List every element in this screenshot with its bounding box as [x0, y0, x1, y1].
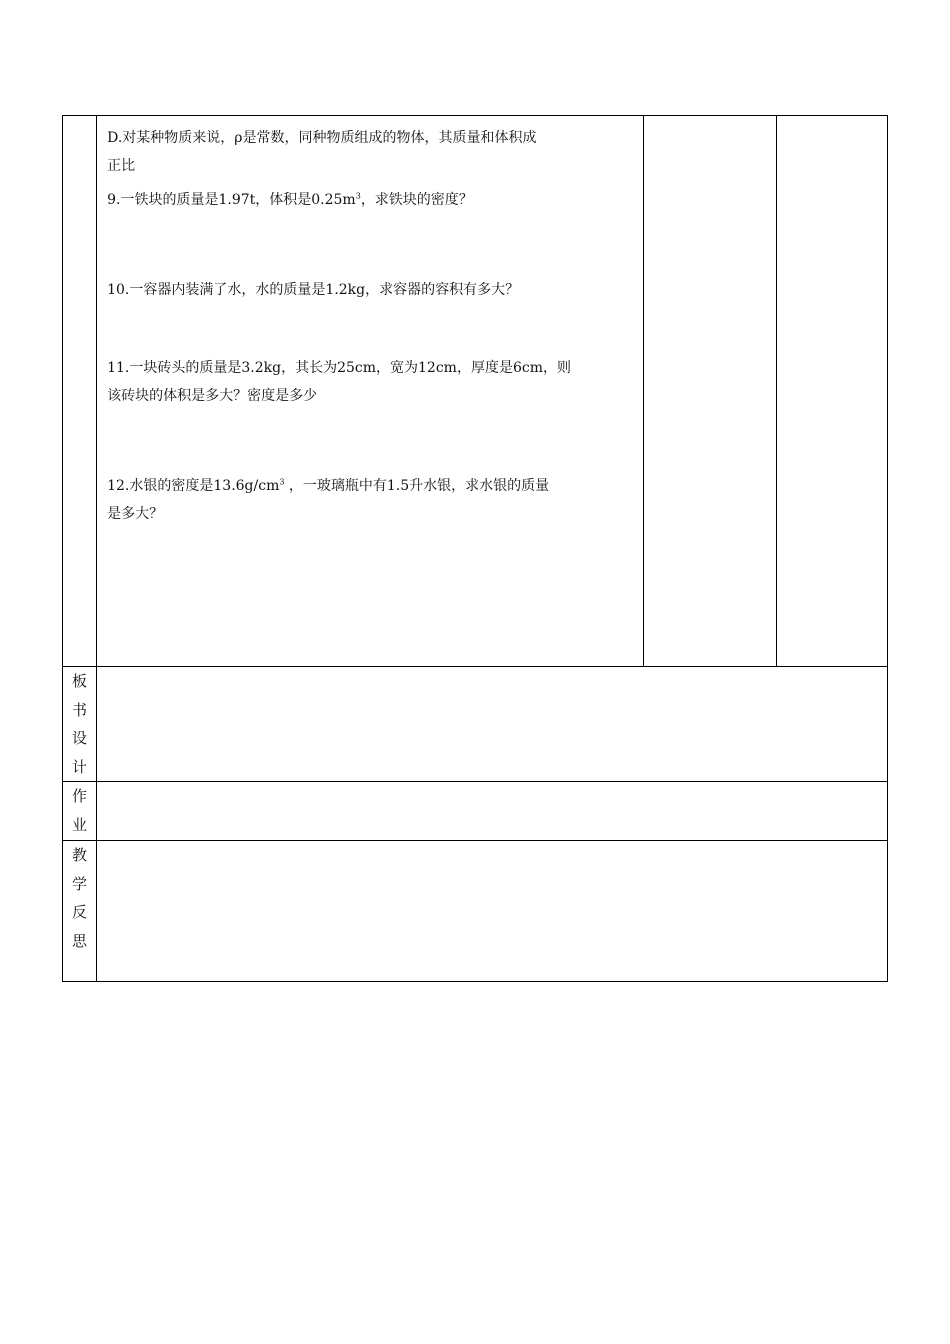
question-9: 9.一铁块的质量是1.97t，体积是$0.25m^3$，求铁块的密度？ — [107, 191, 473, 208]
board-design-label: 板 书 设 计 — [63, 667, 97, 782]
lesson-plan-table — [62, 115, 888, 982]
board-design-row — [63, 667, 888, 782]
homework-row — [63, 782, 888, 841]
reflection-cell — [97, 841, 888, 982]
exercise-row — [63, 116, 888, 667]
exercise-cell — [97, 116, 644, 667]
reflection-label: 教 学 反 思 — [63, 841, 97, 982]
notes-column-cell — [644, 116, 776, 667]
homework-label: 作 业 — [63, 782, 97, 841]
board-design-cell — [97, 667, 888, 782]
row-label-cell — [63, 116, 97, 667]
question-10: 10.一容器内装满了水，水的质量是1.2kg，求容器的容积有多大？ — [107, 282, 520, 298]
option-d-line1: D.对某种物质来说，ρ是常数，同种物质组成的物体，其质量和体积成 — [107, 130, 537, 146]
remarks-column-cell — [776, 116, 887, 667]
option-d-line2: 正比 — [107, 158, 136, 174]
reflection-row — [63, 841, 888, 982]
question-12-line1: 12.水银的密度是$13.6g/cm^3$ ，一玻璃瓶中有1.5升水银，求水银的质量 — [107, 477, 550, 494]
question-11-line2: 该砖块的体积是多大？密度是多少 — [107, 388, 318, 404]
question-11-line1: 11.一块砖头的质量是3.2kg，其长为25cm，宽为12cm，厚度是6cm，则 — [107, 360, 571, 376]
question-12-line2: 是多大？ — [107, 506, 164, 522]
homework-cell — [97, 782, 888, 841]
